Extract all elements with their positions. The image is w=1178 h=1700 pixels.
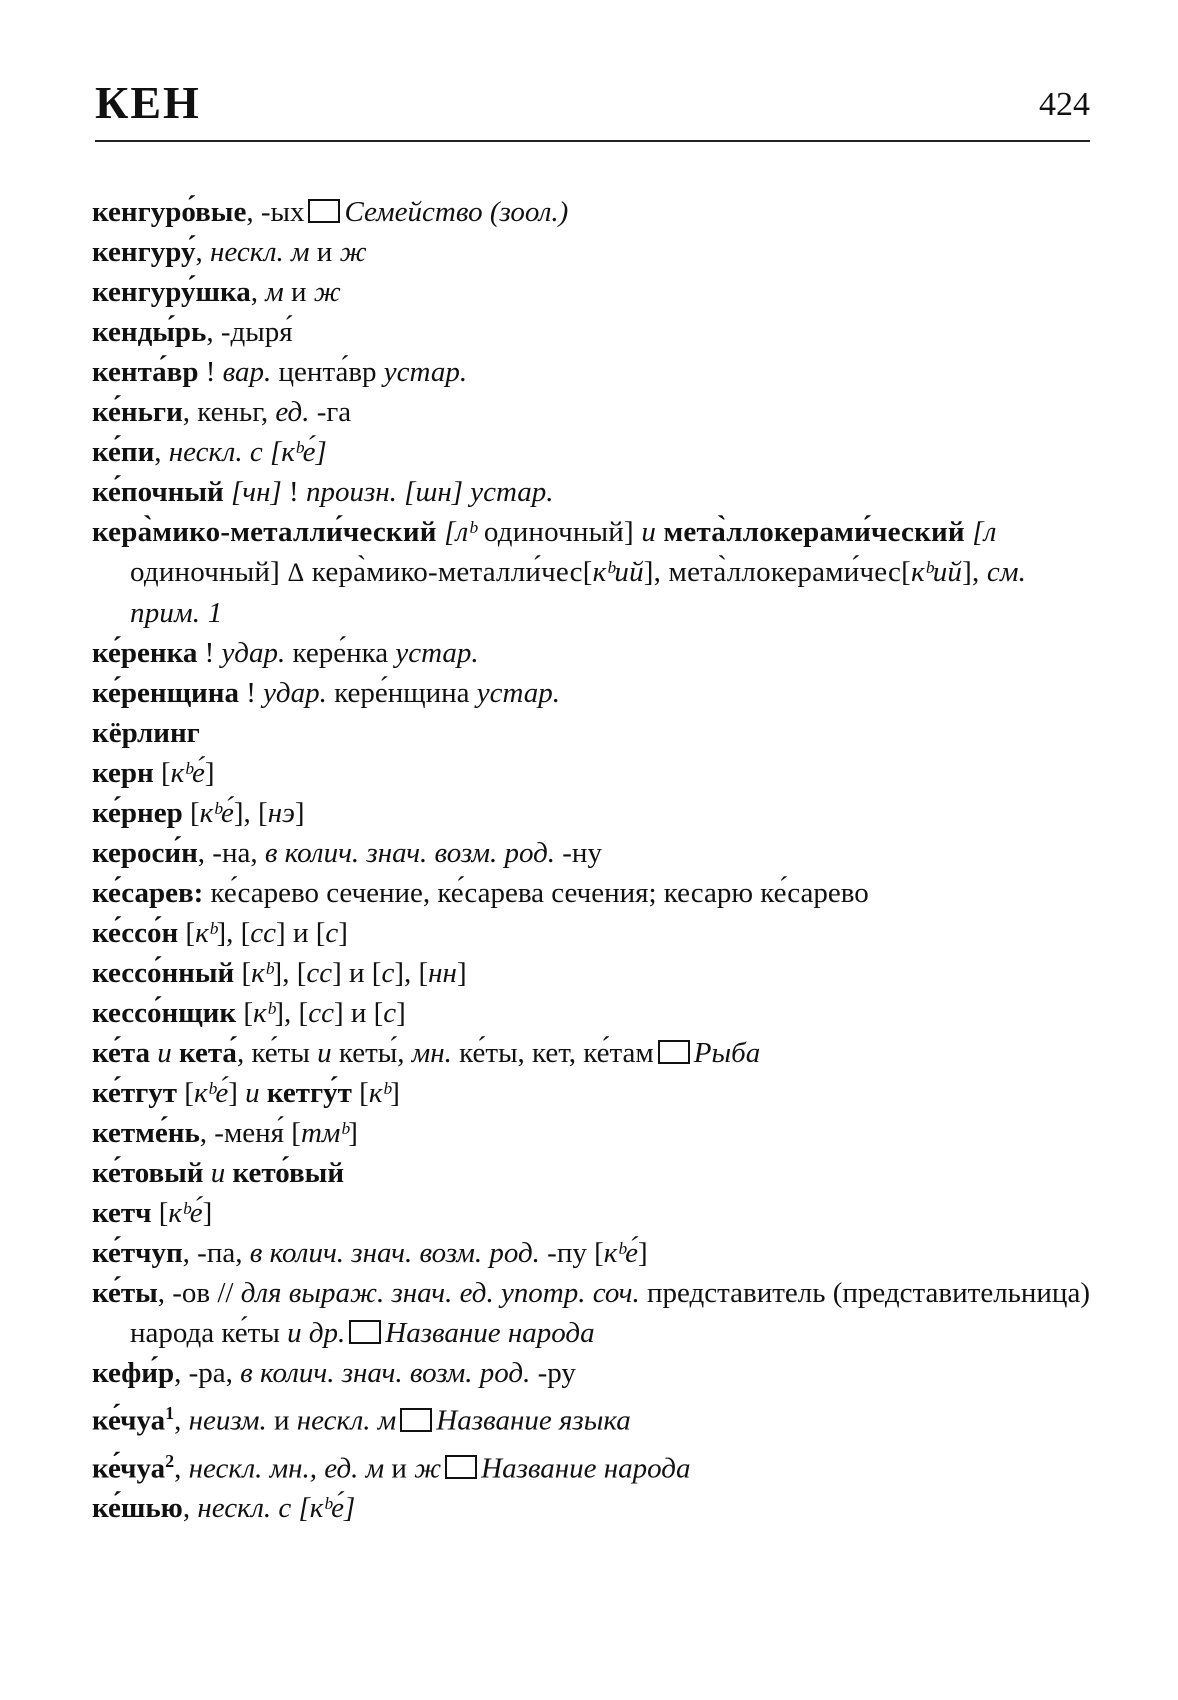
entry-text: , -на, xyxy=(197,837,265,869)
entry-text: и xyxy=(266,1404,297,1437)
entry-text: и xyxy=(283,276,314,308)
entry-note: кᵇе́ xyxy=(199,797,234,829)
entry-text: ] xyxy=(204,757,215,789)
entry-text xyxy=(172,1037,179,1069)
entry-text: -ру xyxy=(530,1357,576,1389)
headword: кетгу́т xyxy=(266,1077,352,1109)
headword: кенды́рь xyxy=(92,316,207,348)
list-item xyxy=(92,673,1092,713)
list-item xyxy=(92,873,1092,913)
entry-text: , -дыря́ xyxy=(206,316,293,348)
entry-text: [ xyxy=(182,797,200,829)
headword: кетч xyxy=(92,1197,152,1229)
list-item xyxy=(92,1441,1092,1489)
list-item xyxy=(92,1273,1092,1353)
entry-text: одиночный] xyxy=(130,556,288,588)
entry-note: кᵇ xyxy=(195,917,217,949)
list-item xyxy=(92,432,1092,472)
square-box-icon xyxy=(308,199,340,223)
entry-text: ! xyxy=(198,356,223,388)
entry-note: кᵇе́ xyxy=(170,757,205,789)
entry-note: ж xyxy=(414,1452,442,1485)
entry-note: тмᵇ xyxy=(300,1117,349,1149)
entry-text: ] xyxy=(456,957,467,989)
entry-note: нескл. с [кᵇе́] xyxy=(168,436,327,468)
entry-note: устар. xyxy=(476,677,561,709)
entry-text: кере́нщина xyxy=(326,677,477,709)
entry-note: и xyxy=(641,516,657,548)
entry-text: ] xyxy=(228,1077,246,1109)
entry-text: ] и [ xyxy=(333,997,384,1029)
entry-note: Название народа xyxy=(481,1452,691,1485)
headword: ке́тчуп xyxy=(92,1237,183,1269)
headword: ке́ссо́н xyxy=(92,917,179,949)
list-item xyxy=(92,512,1092,633)
entry-text: [ xyxy=(178,917,196,949)
entry-note: и xyxy=(245,1077,260,1109)
entry-text: , -ых xyxy=(246,196,305,228)
entry-text: ], [ xyxy=(272,957,307,989)
entry-text: кеты́, xyxy=(331,1037,412,1069)
entry-text: , кеньг, xyxy=(182,396,276,428)
list-item xyxy=(92,833,1092,873)
list-item xyxy=(92,633,1092,673)
headword: ке́та xyxy=(92,1037,150,1069)
list-item xyxy=(92,1153,1092,1193)
entry-text: -га xyxy=(309,396,352,428)
list-item xyxy=(92,713,1092,753)
list-item xyxy=(92,913,1092,953)
entry-note: с xyxy=(325,917,339,949)
entry-note: [лᵇ xyxy=(444,516,477,548)
headword: ке́чуа xyxy=(92,1404,166,1437)
entry-text: ] xyxy=(348,1117,358,1149)
page-number: 424 xyxy=(1039,86,1090,123)
running-head: КЕН xyxy=(95,77,201,128)
entry-text: ! xyxy=(238,677,264,709)
entry-note: Семейство (зоол.) xyxy=(344,196,569,228)
entry-note: кᵇ xyxy=(251,957,273,989)
entry-note: ж xyxy=(339,236,367,268)
entry-note: сс xyxy=(308,997,334,1029)
entry-text: ! xyxy=(281,476,306,508)
entry-note: с xyxy=(381,957,395,989)
triangle-icon: Δ xyxy=(287,558,305,587)
entry-note: кᵇе́ xyxy=(193,1077,229,1109)
entry-text xyxy=(260,1077,267,1109)
entry-text: , xyxy=(174,1404,189,1437)
list-item xyxy=(92,392,1092,432)
entry-text: ] и [ xyxy=(276,917,326,949)
headword: ке́ньги xyxy=(92,396,183,428)
entry-note: и xyxy=(210,1157,226,1189)
entry-text: , xyxy=(182,1492,198,1525)
entry-note: и xyxy=(317,1037,332,1069)
entry-text: цента́вр xyxy=(271,356,384,388)
page-header xyxy=(95,77,1090,142)
entry-note: нескл. мн., ед. м xyxy=(188,1452,385,1485)
list-item xyxy=(92,793,1092,833)
headword: керн xyxy=(92,757,154,789)
entry-text xyxy=(204,1157,211,1189)
headword: кенгуру́ xyxy=(92,236,196,268)
homonym-number: 1 xyxy=(165,1403,175,1423)
entry-text xyxy=(437,516,444,548)
entry-note: мн. xyxy=(411,1037,452,1069)
headword: кента́вр xyxy=(92,356,199,388)
headword: ке́шью xyxy=(92,1492,183,1525)
entry-text: , -меня́ [ xyxy=(199,1117,301,1149)
list-item xyxy=(92,993,1092,1033)
entry-text: ] и [ xyxy=(332,957,382,989)
list-item xyxy=(92,1113,1092,1153)
square-box-icon xyxy=(658,1040,690,1064)
headword: кенгуру́шка xyxy=(92,276,251,308)
entry-note: сс xyxy=(250,917,277,949)
entry-note: кᵇ xyxy=(368,1077,391,1109)
list-item xyxy=(92,1033,1092,1073)
entry-note: Название языка xyxy=(436,1404,631,1437)
entry-text: кера̀мико-металли́чес[ xyxy=(304,556,593,588)
entry-note: ед. xyxy=(275,396,310,428)
list-item xyxy=(92,1353,1092,1393)
entry-text: и xyxy=(309,236,340,268)
headword: кенгуро́вые xyxy=(92,196,247,228)
entry-note: кᵇе́ xyxy=(603,1237,638,1269)
entry-note: произн. [шн] устар. xyxy=(305,476,554,508)
entry-text xyxy=(224,476,231,508)
headword: ке́товый xyxy=(92,1157,204,1189)
headword: кефи́р xyxy=(92,1357,175,1389)
entry-note: вар. xyxy=(222,356,272,388)
list-item xyxy=(92,1233,1092,1273)
list-item xyxy=(92,472,1092,512)
entry-note: [чн] xyxy=(230,476,282,508)
entry-note: неизм. xyxy=(188,1404,267,1437)
list-item xyxy=(92,753,1092,793)
entry-note: кᵇий xyxy=(910,556,963,588)
headword: кёрлинг xyxy=(92,717,200,749)
entry-text: ], мета̀ллокерами́чес[ xyxy=(643,556,911,588)
entry-text: ], [ xyxy=(394,957,429,989)
entry-note: нн xyxy=(428,957,457,989)
entry-note: для выраж. знач. ед. употр. соч. xyxy=(240,1277,640,1309)
headword: ке́ты xyxy=(92,1277,158,1309)
entry-text xyxy=(225,1157,232,1189)
headword: ке́ренка xyxy=(92,637,198,669)
headword: ке́рнер xyxy=(92,797,183,829)
entry-text: , xyxy=(195,236,210,268)
list-item xyxy=(92,312,1092,352)
entry-note: [л xyxy=(972,516,997,548)
list-item xyxy=(92,953,1092,993)
entry-text: ] xyxy=(202,1197,213,1229)
entry-text: , -ов // xyxy=(157,1277,241,1309)
entry-text: -ну xyxy=(555,837,602,869)
headword: ке́чуа xyxy=(92,1452,166,1485)
entry-note: удар. xyxy=(221,637,286,669)
entry-note: в колич. знач. возм. род. xyxy=(240,1357,531,1389)
list-item xyxy=(92,192,1092,232)
entry-note: кᵇе́ xyxy=(168,1197,203,1229)
entry-note: устар. xyxy=(383,356,468,388)
entry-text: ] xyxy=(390,1077,400,1109)
list-item xyxy=(92,232,1092,272)
entry-text: , xyxy=(154,436,169,468)
square-box-icon xyxy=(400,1408,432,1432)
headword: ке́пи xyxy=(92,436,155,468)
headword: ке́почный xyxy=(92,476,224,508)
entry-note: ж xyxy=(313,276,341,308)
headword: кероси́н xyxy=(92,837,198,869)
homonym-number: 2 xyxy=(165,1450,175,1471)
entry-text: [ xyxy=(177,1077,194,1109)
entry-text: ке́ты, кет, ке́там xyxy=(451,1037,654,1069)
entry-text: , xyxy=(174,1452,189,1485)
entry-text: , -ра, xyxy=(174,1357,241,1389)
entry-text: кере́нка xyxy=(285,637,396,669)
entry-text: ], [ xyxy=(233,797,268,829)
entry-text: , xyxy=(250,276,266,308)
entry-note: и др. xyxy=(287,1317,346,1349)
entry-note: м xyxy=(265,276,284,308)
entry-text: ], xyxy=(962,556,987,588)
headword: кера̀мико-металли́ческий xyxy=(92,516,437,548)
entry-text: ] xyxy=(396,997,406,1029)
entry-text: [ xyxy=(234,957,252,989)
entry-note: нэ xyxy=(267,797,295,829)
entry-note: устар. xyxy=(395,637,479,669)
entry-text: [ xyxy=(351,1077,369,1109)
headword: мета̀ллокерами́ческий xyxy=(663,516,965,548)
entry-text: [ xyxy=(151,1197,169,1229)
entry-text: , -па, xyxy=(182,1237,250,1269)
entry-text: [ xyxy=(153,757,171,789)
list-item xyxy=(92,1488,1092,1528)
entry-text: ] xyxy=(294,797,305,829)
list-item xyxy=(92,1393,1092,1441)
entry-text: ] xyxy=(338,917,348,949)
entry-note: кᵇ xyxy=(253,997,275,1029)
entry-text: -пу [ xyxy=(539,1237,604,1269)
entry-note: сс xyxy=(306,957,333,989)
entry-note: см. прим. 1 xyxy=(130,556,1027,629)
entry-text: ], [ xyxy=(216,917,251,949)
list-item xyxy=(92,1073,1092,1113)
headword: кета́ xyxy=(178,1037,237,1069)
headword: ке́ренщина xyxy=(92,677,239,709)
entry-text: [ xyxy=(236,997,253,1029)
headword: кессо́нный xyxy=(92,957,235,989)
headword: кето́вый xyxy=(232,1157,345,1189)
entry-text: представитель (представительница) народа ке́ты xyxy=(130,1277,1090,1349)
entry-note: Рыба xyxy=(693,1037,761,1069)
entry-note: и xyxy=(157,1037,172,1069)
entry-note: Название народа xyxy=(385,1317,595,1349)
entry-note: кᵇий xyxy=(592,556,644,588)
entry-text: ! xyxy=(197,637,222,669)
entry-note: нескл. м xyxy=(209,236,310,268)
entry-text: ке́сарево сечение, ке́сарева сечения; кесарю ке́сарево xyxy=(203,877,869,909)
entry-list xyxy=(92,192,1092,1528)
headword: кессо́нщик xyxy=(92,997,237,1029)
entry-note: нескл. м xyxy=(296,1404,397,1437)
square-box-icon xyxy=(349,1320,381,1344)
entry-text: ] xyxy=(638,1237,648,1269)
entry-text: одиночный] xyxy=(476,516,642,548)
entry-note: нескл. с [кᵇе́] xyxy=(197,1492,356,1525)
entry-note: с xyxy=(383,997,397,1029)
headword: ке́сарев: xyxy=(92,877,204,909)
headword: кетме́нь xyxy=(92,1117,200,1149)
entry-note: в колич. знач. возм. род. xyxy=(264,837,556,869)
square-box-icon xyxy=(445,1455,477,1479)
entry-text: ], [ xyxy=(274,997,309,1029)
entry-text: и xyxy=(384,1452,415,1485)
list-item xyxy=(92,272,1092,312)
headword: ке́тгут xyxy=(92,1077,178,1109)
entry-text: , ке́ты xyxy=(236,1037,318,1069)
list-item xyxy=(92,352,1092,392)
entry-note: удар. xyxy=(263,677,327,709)
entry-note: в колич. знач. возм. род. xyxy=(249,1237,540,1269)
list-item xyxy=(92,1193,1092,1233)
